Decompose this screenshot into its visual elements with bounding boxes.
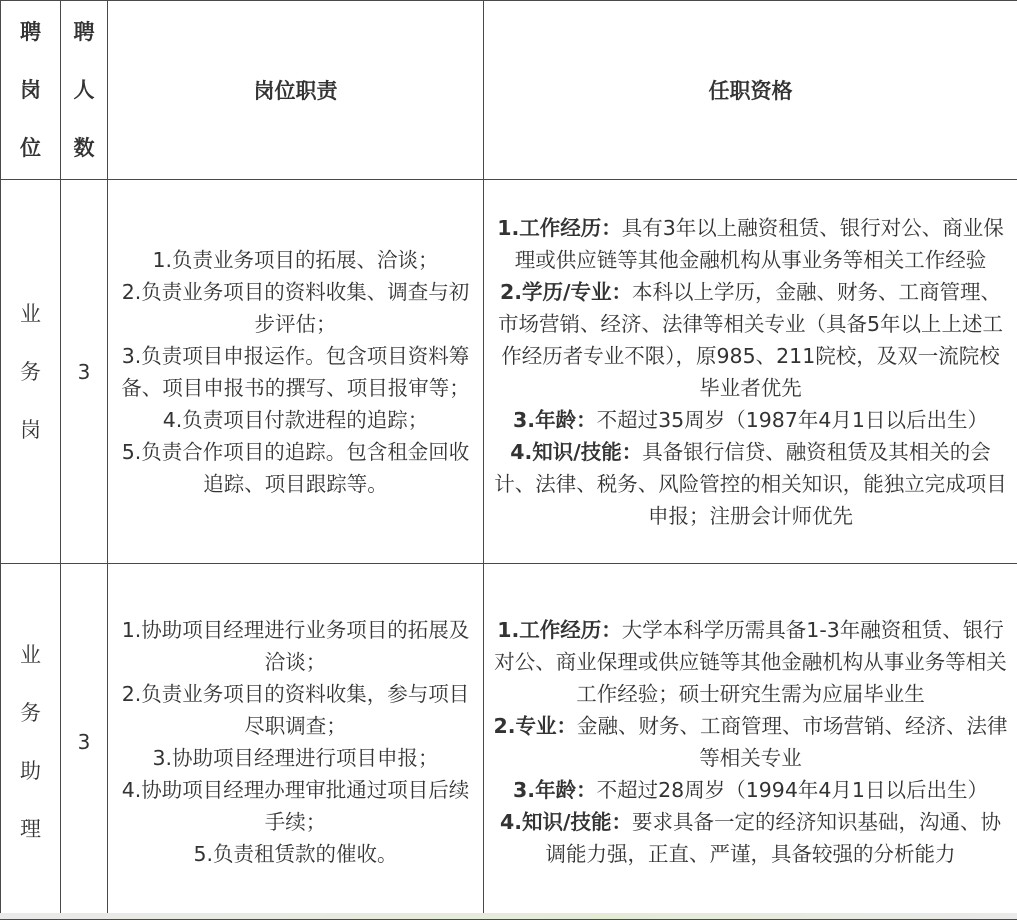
position-char: 务 [1,684,60,742]
qualification-label: 1.工作经历： [497,216,622,240]
duty-item: 5.负责租赁款的催收。 [116,838,475,870]
position-char: 理 [1,800,60,858]
qualifications-cell [484,564,1017,920]
duties-cell [108,564,484,920]
header-count-char: 数 [61,119,107,177]
qualifications-cell [484,180,1017,564]
header-qualifications: 任职资格 [484,1,1017,180]
qualification-label: 3.年龄： [513,408,597,432]
duty-item: 3.协助项目经理进行项目申报； [116,742,475,774]
header-duties: 岗位职责 [108,1,484,180]
duty-item: 4.负责项目付款进程的追踪； [116,404,475,436]
position-char: 助 [1,742,60,800]
duty-item: 3.负责项目申报运作。包含项目资料筹备、项目申报书的撰写、项目报审等； [116,340,475,404]
header-position-char: 位 [1,119,60,177]
qualification-label: 3.年龄： [513,778,597,802]
qualification-label: 4.知识/技能： [500,810,632,834]
header-position [1,1,61,180]
header-count [61,1,108,180]
qualification-item [492,774,1009,806]
bottom-divider [0,913,1017,919]
count-cell: 3 [61,180,108,564]
qualification-text: 金融、财务、工商管理、市场营销、经济、法律等相关专业 [577,714,1008,770]
table-row [1,564,1017,920]
duty-item: 4.协助项目经理办理审批通过项目后续手续； [116,774,475,838]
duties-cell [108,180,484,564]
qualification-item [492,276,1009,404]
qualification-item [492,806,1009,870]
duty-item: 1.负责业务项目的拓展、洽谈； [116,244,475,276]
count-cell: 3 [61,564,108,920]
duty-item: 2.负责业务项目的资料收集，参与项目尽职调查； [116,678,475,742]
position-char: 业 [1,626,60,684]
qualification-text: 具有3年以上融资租赁、银行对公、商业保理或供应链等其他金融机构从事业务等相关工作经验 [515,216,1004,272]
header-count-char: 人 [61,61,107,119]
header-row [1,1,1017,180]
qualification-item [492,404,1009,436]
qualification-label: 4.知识/技能： [510,440,642,464]
qualification-label: 1.工作经历： [497,618,622,642]
duty-item: 1.协助项目经理进行业务项目的拓展及洽谈； [116,614,475,678]
qualification-text: 要求具备一定的经济知识基础，沟通、协调能力强，正直、严谨，具备较强的分析能力 [546,810,1002,866]
duty-item: 2.负责业务项目的资料收集、调查与初步评估； [116,276,475,340]
table-row [1,180,1017,564]
header-position-char: 岗 [1,61,60,119]
duty-item: 5.负责合作项目的追踪。包含租金回收追踪、项目跟踪等。 [116,436,475,500]
qualification-item [492,436,1009,532]
qualification-item [492,614,1009,710]
position-cell [1,564,61,920]
position-char: 业 [1,285,60,343]
position-char: 岗 [1,401,60,459]
qualification-text: 大学本科学历需具备1-3年融资租赁、银行对公、商业保理或供应链等其他金融机构从事业务等相关工作经验；硕士研究生需为应届毕业生 [494,618,1007,706]
position-char: 务 [1,343,60,401]
qualification-text: 不超过28周岁（1994年4月1日以后出生） [597,778,988,802]
qualification-text: 不超过35周岁（1987年4月1日以后出生） [597,408,988,432]
position-cell [1,180,61,564]
qualification-label: 2.专业： [493,714,577,738]
qualification-text: 具备银行信贷、融资租赁及其相关的会计、法律、税务、风险管控的相关知识，能独立完成项目申报；注册会计师优先 [494,440,1007,528]
header-count-char: 聘 [61,3,107,61]
header-position-char: 聘 [1,3,60,61]
qualification-text: 本科以上学历，金融、财务、工商管理、市场营销、经济、法律等相关专业（具备5年以上上述工作经历者专业不限），原985、211院校，及双一流院校毕业者优先 [498,280,1003,400]
qualification-label: 2.学历/专业： [500,280,632,304]
qualification-item [492,212,1009,276]
qualification-item [492,710,1009,774]
